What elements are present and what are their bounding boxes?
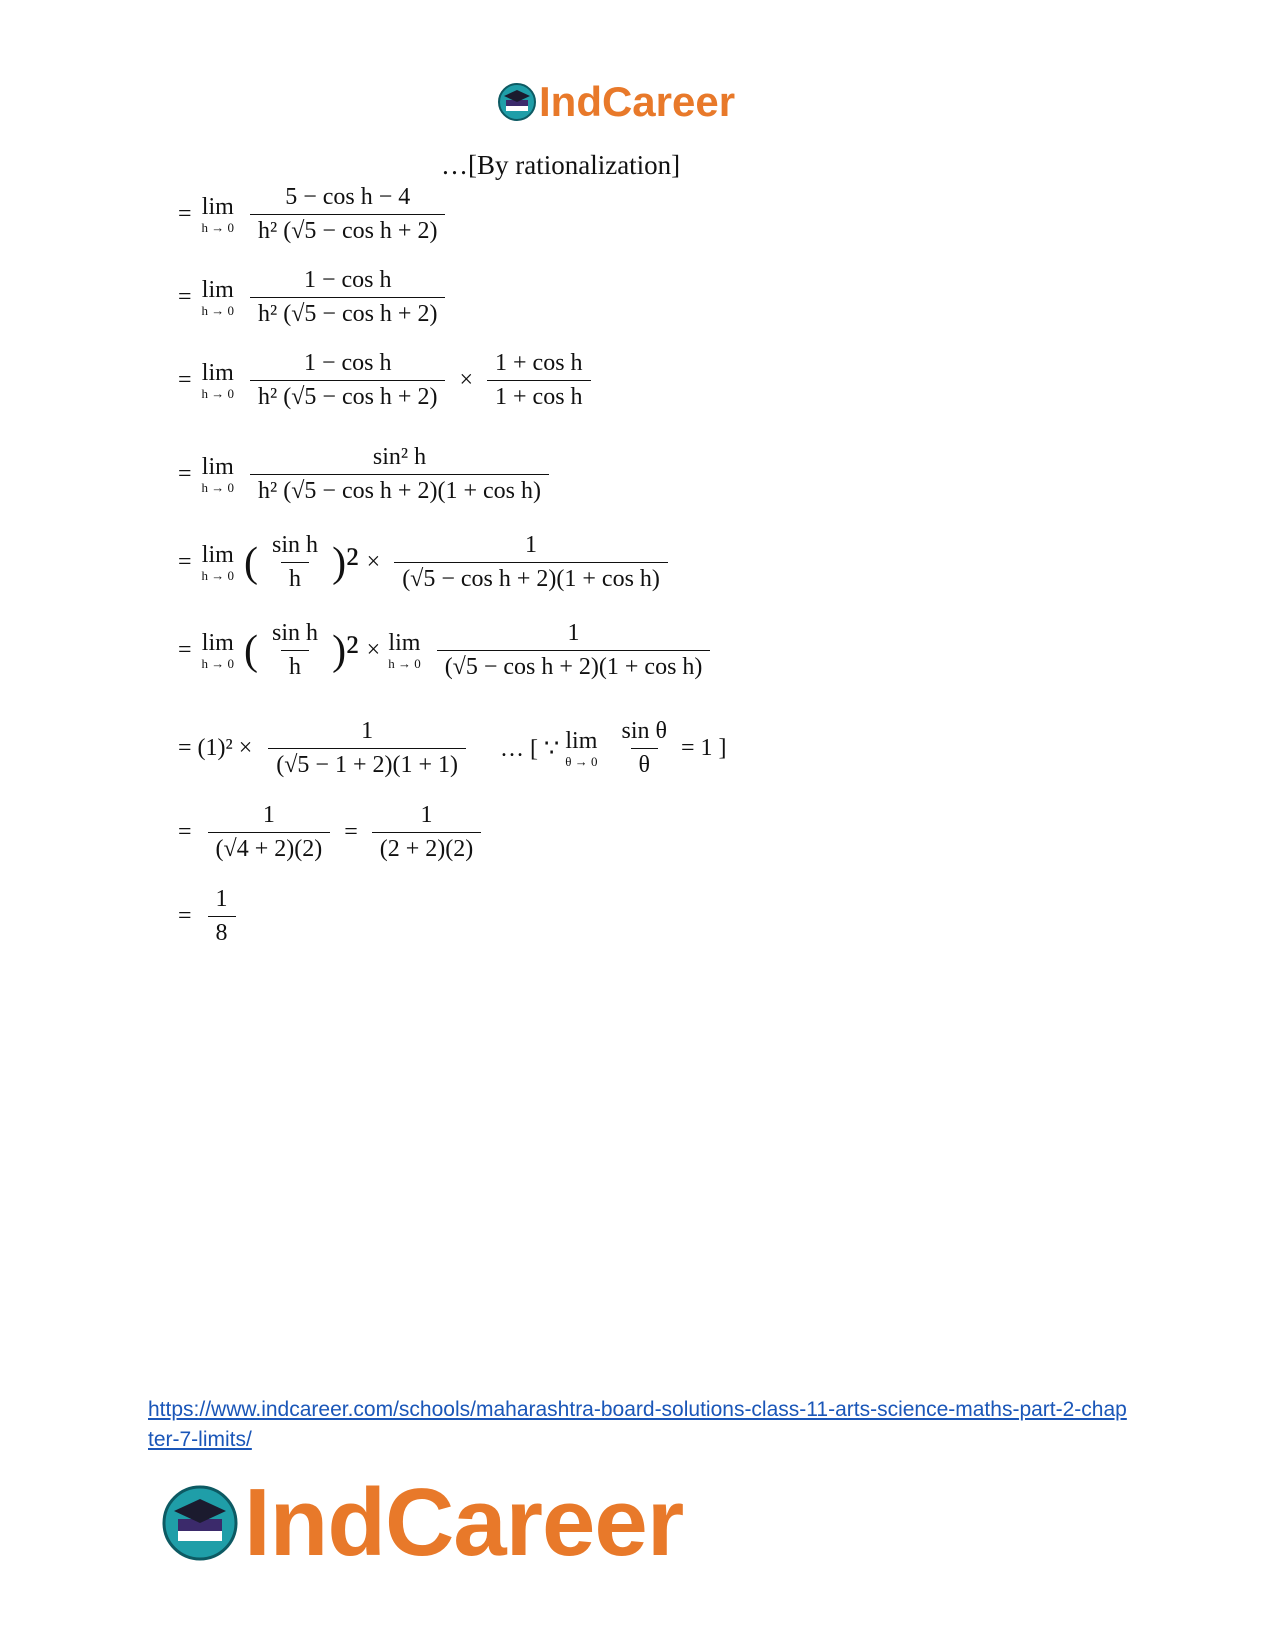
- hint-fraction: $\frac{\text{sin θ}}{\theta}$: [621, 718, 668, 778]
- equals-sign: =: [178, 461, 192, 487]
- hint-limit-operator: lim θ → 0: [565, 728, 598, 769]
- step-9-result: [178, 886, 242, 947]
- step-7: [178, 718, 727, 779]
- equals-sign: =: [178, 201, 192, 227]
- equals-sign: =: [178, 284, 192, 310]
- fraction: $\frac{\text{sin h}}{h}$: [272, 532, 319, 592]
- times-sign: ×: [366, 637, 381, 663]
- fraction: $\frac{\text{sin² h}}{\text{h² (√5 − cos h + 2)(1 + cos h)}}$: [250, 444, 549, 505]
- fraction: $\frac{\text{1 − cos h}}{\text{h² (√5 − cos h + 2)}}$: [250, 350, 445, 411]
- equals-sign: =: [178, 903, 192, 929]
- step-8: [178, 802, 487, 863]
- limit-operator: lim h → 0: [201, 454, 235, 495]
- fraction: $\frac{\text{1 − cos h}}{\text{h² (√5 − cos h + 2)}}$: [250, 267, 445, 328]
- step-5: [178, 532, 674, 593]
- result-fraction: $\frac{1}{8}$: [208, 886, 236, 947]
- fraction: $\frac{\text{5 − cos h − 4}}{\text{h² (√5 − cos h + 2)}}$: [250, 184, 445, 245]
- right-paren-squared: )²: [332, 627, 359, 674]
- times-sign: ×: [366, 549, 381, 575]
- source-link[interactable]: https://www.indcareer.com/schools/maharashtra-board-solutions-class-11-arts-science-maths-part-2-chapter-7-limits/: [148, 1398, 1127, 1451]
- hint-prefix: … [ ∵: [500, 736, 560, 762]
- limit-operator: lim h → 0: [388, 630, 421, 671]
- limit-operator: lim h → 0: [201, 360, 235, 401]
- fraction: $\frac{\text{1 + cos h}}{\text{1 + cos h}}$: [487, 350, 591, 411]
- fraction: $\frac{\text{sin h}}{h}$: [272, 620, 319, 680]
- step-3: [178, 350, 597, 411]
- equals-sign: =: [178, 367, 192, 393]
- left-paren: (: [244, 627, 259, 674]
- equals-sign: =: [178, 819, 192, 845]
- indcareer-logo-top: [497, 78, 735, 126]
- fraction: $\frac{1}{(√4 + 2)(2)}$: [208, 802, 331, 863]
- step-2: [178, 267, 451, 328]
- left-paren: (: [244, 539, 259, 586]
- step-4: [178, 444, 555, 505]
- hint-suffix: = 1 ]: [681, 735, 727, 761]
- fraction: $\frac{1}{\text{(√5 − cos h + 2)(1 + cos h)}}$: [394, 532, 668, 593]
- times-sign: ×: [459, 367, 474, 393]
- limit-operator: lim h → 0: [201, 194, 235, 235]
- limit-operator: lim h → 0: [201, 542, 235, 583]
- equals-prefix: = (1)² ×: [178, 735, 253, 761]
- fraction: $\frac{1}{(√5 - 1 + 2)(1 + 1)}$: [268, 718, 466, 779]
- indcareer-logo-bottom: [160, 1468, 683, 1578]
- rationalization-note: …[By rationalization]: [441, 150, 681, 180]
- logo-wordmark: IndCareer: [244, 1469, 684, 1576]
- limit-operator: lim h → 0: [201, 277, 235, 318]
- equals-sign: =: [344, 819, 358, 845]
- right-paren-squared: )²: [332, 539, 359, 586]
- equals-sign: =: [178, 637, 192, 663]
- indcareer-globe-icon: [160, 1483, 240, 1563]
- logo-wordmark: IndCareer: [539, 78, 736, 125]
- fraction: $\frac{1}{(2 + 2)(2)}$: [372, 802, 482, 863]
- equals-sign: =: [178, 549, 192, 575]
- fraction: $\frac{1}{\text{(√5 − cos h + 2)(1 + cos h)}}$: [437, 620, 711, 681]
- step-6: [178, 620, 716, 681]
- indcareer-globe-icon: [497, 82, 537, 122]
- step-1: [178, 184, 451, 245]
- limit-operator: lim h → 0: [201, 630, 235, 671]
